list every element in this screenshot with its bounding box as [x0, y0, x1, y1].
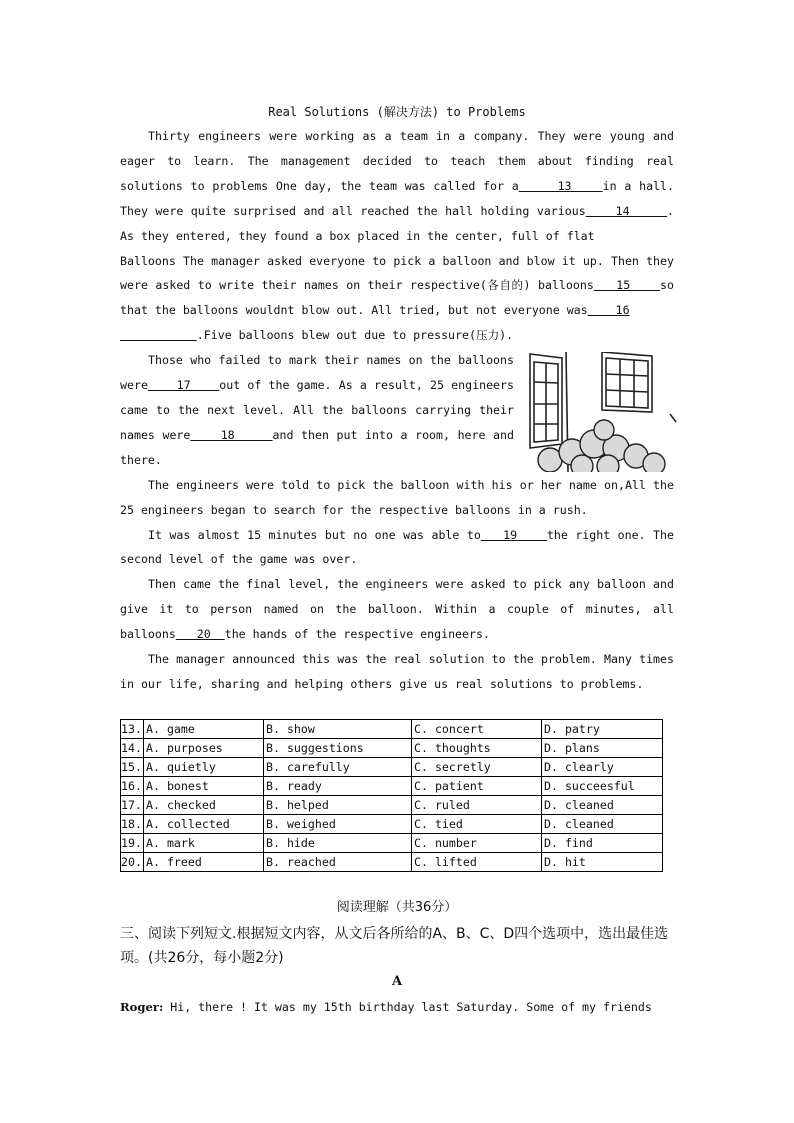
option-cell-d: D. plans [542, 739, 663, 758]
dialog-line [120, 996, 674, 1018]
option-cell-b: B. show [264, 720, 412, 739]
option-cell-a: A. mark [144, 834, 264, 853]
option-cell-b: B. ready [264, 777, 412, 796]
option-cell-c: C. secretly [412, 758, 542, 777]
options-table [120, 719, 663, 872]
blank-15: 15 [593, 278, 661, 293]
option-cell-a: A. quietly [144, 758, 264, 777]
option-cell-d: D. find [542, 834, 663, 853]
paragraph-5: Then came the final level, the engineers were asked to pick any balloon and give it to person named on the balloon. Within a couple of minutes, all balloons 20 the hands of the respective engineers. [120, 577, 674, 642]
option-cell-b: B. reached [264, 853, 412, 872]
option-cell-c: C. number [412, 834, 542, 853]
option-cell-a: A. collected [144, 815, 264, 834]
option-row [121, 834, 663, 853]
option-cell-n: 15. [121, 758, 144, 777]
option-cell-n: 16. [121, 777, 144, 796]
option-cell-n: 20. [121, 853, 144, 872]
option-cell-d: D. cleaned [542, 815, 663, 834]
blank-19: 19 [480, 527, 547, 542]
blank-16: 16 [587, 303, 630, 318]
blank-14: 14 [585, 203, 668, 218]
paragraph-4: It was almost 15 minutes but no one was able to 19 the right one. The second level of the game was over. [120, 527, 674, 567]
option-row [121, 853, 663, 872]
paragraph-1: Thirty engineers were working as a team in a company. They were young and eager to learn. The management decided to teach them about finding real solutions to problems One day, the team was called for a 13 in a hall. They were quite surprised and all reached the hall holding various 14 . As they entered, they found a box placed in the center, full of flat [120, 129, 675, 243]
option-cell-c: C. tied [412, 815, 542, 834]
option-cell-d: D. patry [542, 720, 663, 739]
section-heading: 阅读理解（共36分） [336, 900, 458, 915]
option-cell-c: C. patient [412, 777, 542, 796]
blank-18: 18 [190, 427, 273, 442]
option-cell-c: C. thoughts [412, 739, 542, 758]
option-row [121, 796, 663, 815]
option-cell-d: D. hit [542, 853, 663, 872]
option-cell-b: B. weighed [264, 815, 412, 834]
option-cell-b: B. suggestions [264, 739, 412, 758]
option-cell-d: D. cleaned [542, 796, 663, 815]
blank-13: 13 [518, 178, 603, 193]
option-cell-n: 18. [121, 815, 144, 834]
option-cell-d: D. succeesful [542, 777, 663, 796]
passage-title: Real Solutions (解决方法) to Problems [268, 105, 526, 119]
option-cell-n: 14. [121, 739, 144, 758]
option-cell-a: A. freed [144, 853, 264, 872]
paragraph-2: Those who failed to mark their names on the balloons were 17 out of the game. As a result, 25 engineers came to the next level. All the balloons carrying their names were 18 and then put into a room, here and there. [120, 353, 515, 467]
option-row [121, 777, 663, 796]
option-cell-a: A. game [144, 720, 264, 739]
speaker-name: Roger: [120, 1000, 164, 1014]
option-row [121, 720, 663, 739]
option-cell-a: A. checked [144, 796, 264, 815]
section-instruction: 三、阅读下列短文.根据短文内容，从文后各所给的A、B、C、D四个选项中，选出最佳选项。(共26分，每小题2分) [120, 926, 669, 966]
blank-16-cont [120, 328, 197, 342]
part-label: A [391, 974, 403, 989]
option-cell-n: 19. [121, 834, 144, 853]
balloons-room-illustration [520, 352, 680, 472]
option-cell-b: B. carefully [264, 758, 412, 777]
option-cell-n: 13. [121, 720, 144, 739]
paragraph-1-cont: Balloons The manager asked everyone to pick a balloon and blow it up. Then they were asked to write their names on their respective(各自的) balloons 15 so that the balloons wouldnt blow out. All tried, but not everyone was 16 .Five balloons blew out due to pressure(压力). [120, 253, 674, 343]
option-cell-b: B. hide [264, 834, 412, 853]
paragraph-3: The engineers were told to pick the balloon with his or her name on,All the 25 engineers began to search for the respective balloons in a rush. [120, 477, 674, 517]
option-cell-a: A. bonest [144, 777, 264, 796]
option-cell-c: C. lifted [412, 853, 542, 872]
option-cell-d: D. clearly [542, 758, 663, 777]
option-cell-n: 17. [121, 796, 144, 815]
option-cell-c: C. ruled [412, 796, 542, 815]
option-cell-c: C. concert [412, 720, 542, 739]
blank-20: 20 [175, 627, 225, 642]
option-cell-b: B. helped [264, 796, 412, 815]
option-row [121, 758, 663, 777]
paragraph-6: The manager announced this was the real solution to the problem. Many times in our life, sharing and helping others give us real solutions to problems. [120, 652, 674, 691]
option-cell-a: A. purposes [144, 739, 264, 758]
option-row [121, 739, 663, 758]
option-row [121, 815, 663, 834]
blank-17: 17 [147, 378, 220, 393]
dialog-text: Hi, there ! It was my 15th birthday last Saturday. Some of my friends [163, 1000, 652, 1014]
